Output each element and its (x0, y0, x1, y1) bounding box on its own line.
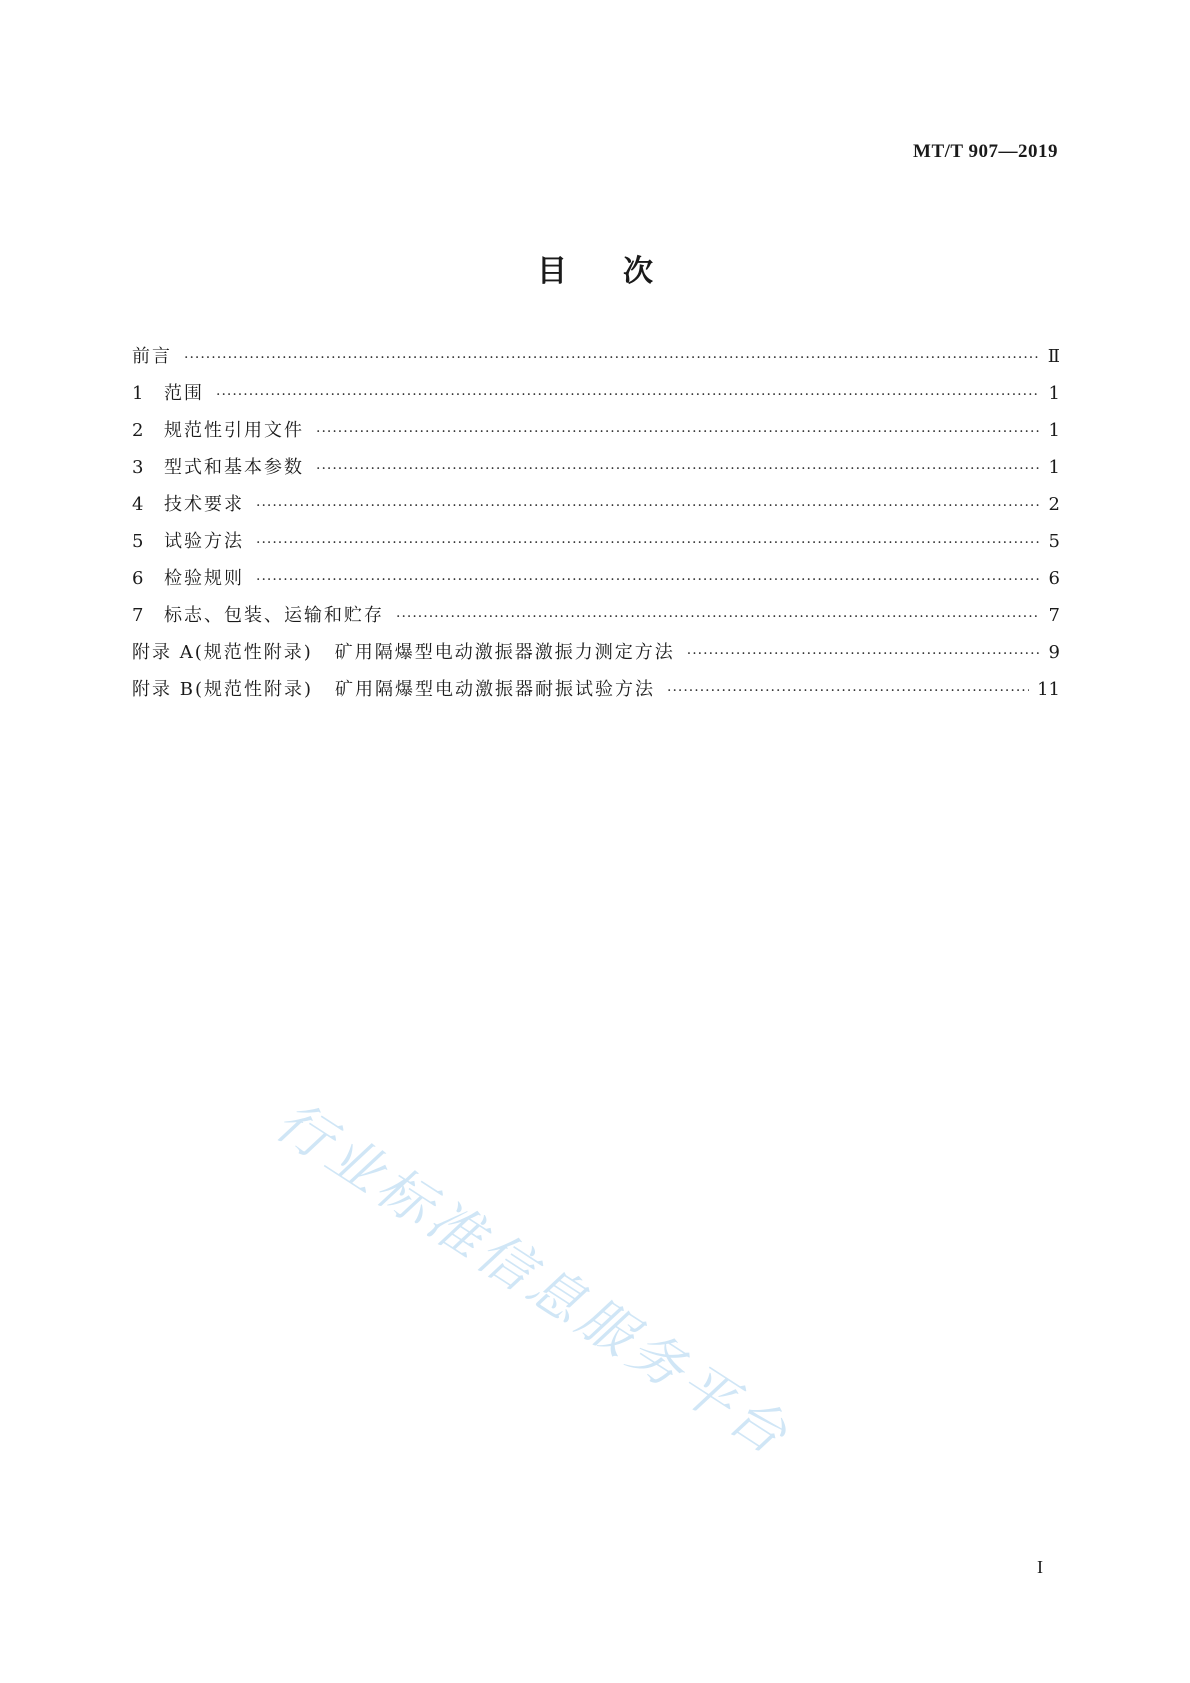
toc-entry-number: 4 (132, 494, 144, 515)
toc-entry[interactable] (132, 416, 1060, 453)
toc-entry-title: 试验方法 (164, 531, 244, 552)
toc-leader-dots (256, 535, 1040, 551)
toc-entry[interactable] (132, 379, 1060, 416)
toc-entry-number: 7 (132, 605, 144, 626)
toc-leader-dots (256, 572, 1040, 588)
toc-entry-page: 5 (1048, 531, 1060, 552)
toc-entry-page: 11 (1037, 679, 1060, 700)
toc-entry-number: 2 (132, 420, 144, 441)
toc-entry-page: 9 (1048, 642, 1060, 663)
table-of-contents (132, 342, 1060, 712)
page-number: I (1037, 1557, 1043, 1577)
toc-leader-dots (396, 609, 1040, 625)
toc-entry-page: 1 (1048, 420, 1060, 441)
toc-entry-number: 3 (132, 457, 144, 478)
toc-entry-title: 范围 (164, 383, 204, 404)
toc-entry[interactable] (132, 601, 1060, 638)
toc-entry-number: 1 (132, 383, 144, 404)
toc-entry-number: 6 (132, 568, 144, 589)
toc-leader-dots (316, 424, 1040, 440)
toc-entry-page: 1 (1048, 457, 1060, 478)
toc-entry-appendix-a[interactable] (132, 638, 1060, 675)
toc-appendix-label: 附录 A(规范性附录) (132, 642, 313, 663)
toc-entry-title: 型式和基本参数 (164, 457, 304, 478)
toc-entry-title: 标志、包装、运输和贮存 (164, 605, 384, 626)
toc-entry-title: 技术要求 (164, 494, 244, 515)
toc-entry-page: 1 (1048, 383, 1060, 404)
toc-leader-dots (216, 387, 1040, 403)
toc-leader-dots (184, 350, 1040, 366)
toc-entry-page: 6 (1048, 568, 1060, 589)
document-code: MT/T 907—2019 (913, 141, 1058, 162)
toc-entry[interactable] (132, 490, 1060, 527)
toc-entry-title: 前言 (132, 346, 172, 367)
toc-entry-page: 7 (1048, 605, 1060, 626)
toc-entry-page: 2 (1048, 494, 1060, 515)
toc-leader-dots (687, 646, 1040, 662)
toc-entry-page: Ⅱ (1047, 346, 1060, 367)
toc-entry[interactable] (132, 527, 1060, 564)
watermark: 行业标准信息服务平台 (264, 1089, 803, 1469)
toc-leader-dots (256, 498, 1040, 514)
toc-entry-number: 5 (132, 531, 144, 552)
toc-appendix-title: 矿用隔爆型电动激振器耐振试验方法 (335, 679, 655, 700)
toc-leader-dots (316, 461, 1040, 477)
toc-entry[interactable] (132, 453, 1060, 490)
toc-leader-dots (667, 683, 1029, 699)
toc-appendix-title: 矿用隔爆型电动激振器激振力测定方法 (334, 642, 675, 663)
toc-entry[interactable] (132, 342, 1060, 379)
toc-entry[interactable] (132, 564, 1060, 601)
toc-appendix-label: 附录 B(规范性附录) (132, 679, 313, 700)
toc-entry-title: 规范性引用文件 (164, 420, 304, 441)
toc-title: 目次 (537, 254, 709, 289)
toc-entry-title: 检验规则 (164, 568, 244, 589)
toc-entry-appendix-b[interactable] (132, 675, 1060, 712)
